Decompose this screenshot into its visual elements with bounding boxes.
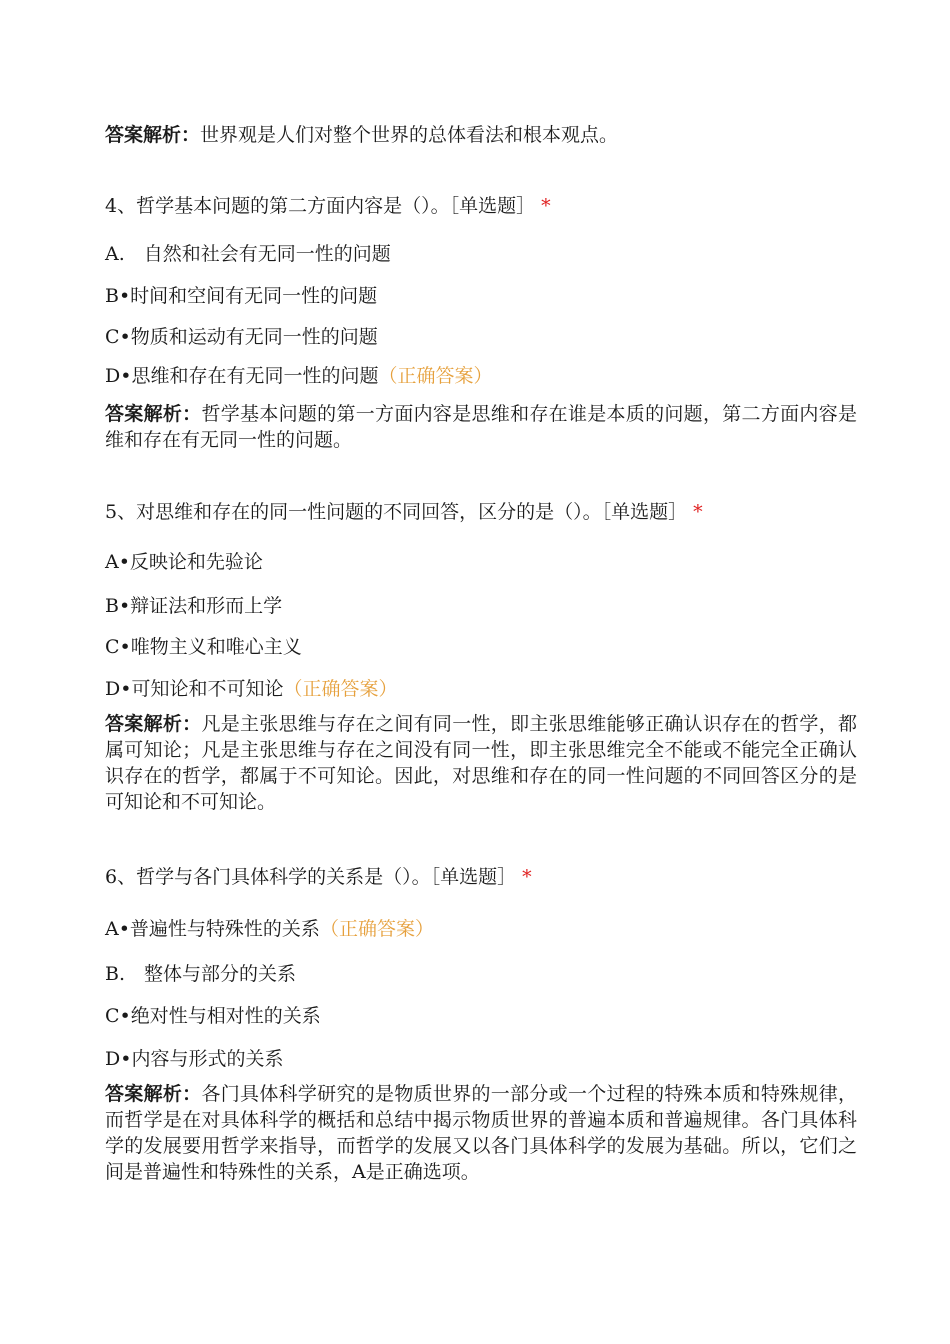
- correct-answer-tag: （正确答案）: [283, 678, 398, 700]
- explanation-text: 各门具体科学研究的是物质世界的一部分或一个过程的特殊本质和特殊规律，而哲学是在对具体科学的概括和总结中揭示物质世界的普遍本质和普遍规律。各门具体科学的发展要用哲学来指导，而哲学的发展又以各门具体科学的发展为基础。所以，它们之间是普遍性和特殊性的关系，A是正确选项。: [105, 1083, 857, 1183]
- option-text: C•唯物主义和唯心主义: [105, 636, 302, 658]
- required-mark: *: [522, 866, 532, 888]
- explanation-label: 答案解析：: [105, 124, 201, 146]
- option-text: B. 整体与部分的关系: [105, 963, 297, 985]
- option-text: D•可知论和不可知论: [105, 678, 284, 700]
- explanation-q3: [105, 122, 857, 148]
- question-6-option-a[interactable]: [105, 917, 434, 941]
- question-5-option-a[interactable]: [105, 550, 263, 574]
- option-text: A•普遍性与特殊性的关系: [105, 918, 320, 940]
- explanation-q5: [105, 711, 857, 815]
- question-5-stem: [105, 500, 703, 524]
- question-4-option-d[interactable]: [105, 364, 492, 388]
- explanation-text: 哲学基本问题的第一方面内容是思维和存在谁是本质的问题，第二方面内容是维和存在有无同一性的问题。: [105, 403, 857, 451]
- question-stem-text: 5、对思维和存在的同一性问题的不同回答，区分的是（）。［单选题］: [105, 501, 688, 523]
- option-text: D•内容与形式的关系: [105, 1048, 284, 1070]
- explanation-label: 答案解析：: [105, 403, 202, 425]
- option-text: C•绝对性与相对性的关系: [105, 1005, 321, 1027]
- option-text: C•物质和运动有无同一性的问题: [105, 326, 378, 348]
- explanation-q4: [105, 401, 857, 453]
- question-6-option-b[interactable]: [105, 962, 296, 986]
- question-4-stem: [105, 194, 551, 218]
- question-4-option-a[interactable]: [105, 242, 391, 266]
- question-4-option-c[interactable]: [105, 325, 378, 349]
- question-6-option-c[interactable]: [105, 1004, 321, 1028]
- question-5-option-c[interactable]: [105, 635, 302, 659]
- option-text: B•辩证法和形而上学: [105, 595, 283, 617]
- explanation-text: 凡是主张思维与存在之间有同一性，即主张思维能够正确认识存在的哲学，都属可知论；凡是主张思维与存在之间没有同一性，即主张思维完全不能或不能完全正确认识存在的哲学，都属于不可知论。因此，对思维和存在的同一性问题的不同回答区分的是可知论和不可知论。: [105, 713, 857, 813]
- question-6-stem: [105, 865, 532, 889]
- question-stem-text: 4、哲学基本问题的第二方面内容是（）。［单选题］: [105, 195, 536, 217]
- option-text: B•时间和空间有无同一性的问题: [105, 285, 378, 307]
- explanation-label: 答案解析：: [105, 713, 202, 735]
- question-stem-text: 6、哲学与各门具体科学的关系是（）。［单选题］: [105, 866, 517, 888]
- question-5-option-b[interactable]: [105, 594, 282, 618]
- option-text: D•思维和存在有无同一性的问题: [105, 365, 379, 387]
- option-text: A. 自然和社会有无同一性的问题: [105, 243, 391, 265]
- correct-answer-tag: （正确答案）: [378, 365, 493, 387]
- required-mark: *: [693, 501, 703, 523]
- question-6-option-d[interactable]: [105, 1047, 283, 1071]
- option-text: A•反映论和先验论: [105, 551, 263, 573]
- question-4-option-b[interactable]: [105, 284, 377, 308]
- explanation-text: 世界观是人们对整个世界的总体看法和根本观点。: [200, 124, 619, 146]
- explanation-q6: [105, 1081, 857, 1185]
- explanation-label: 答案解析：: [105, 1083, 202, 1105]
- question-5-option-d[interactable]: [105, 677, 397, 701]
- required-mark: *: [541, 195, 551, 217]
- correct-answer-tag: （正确答案）: [319, 918, 434, 940]
